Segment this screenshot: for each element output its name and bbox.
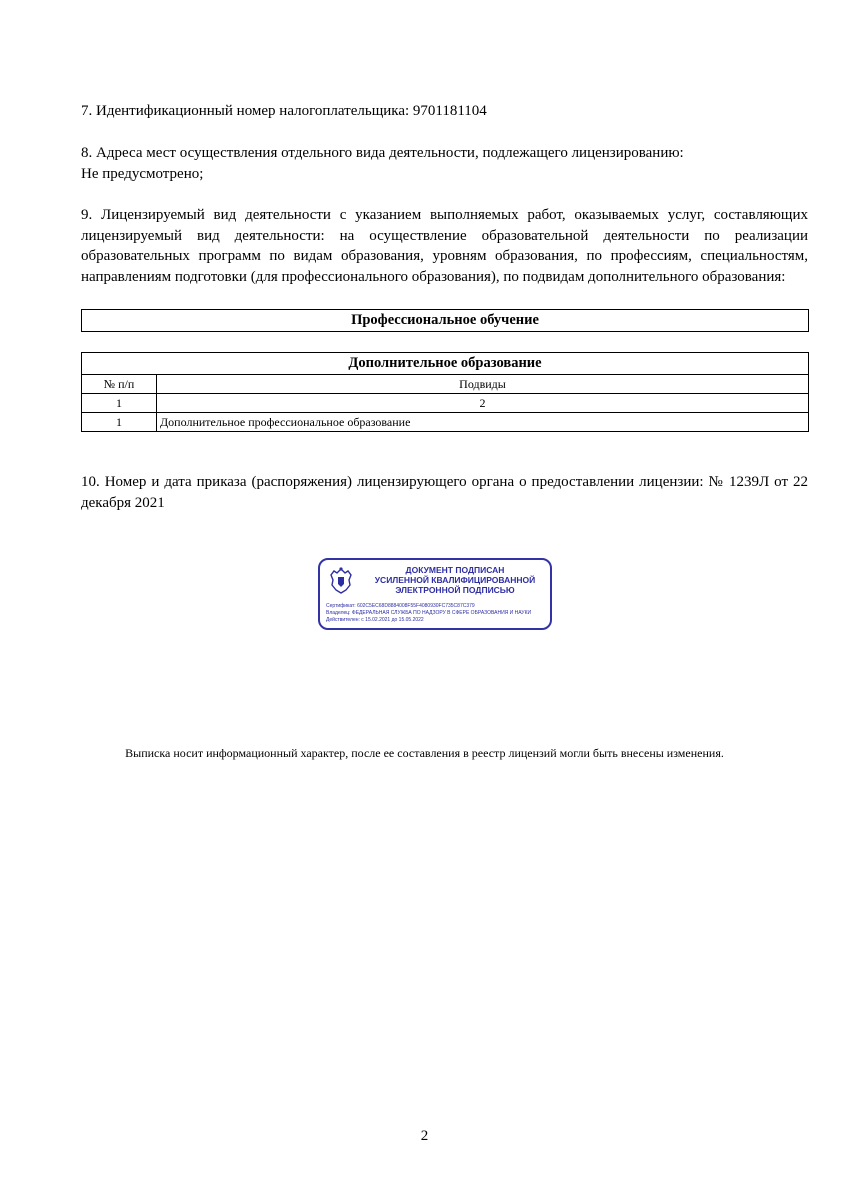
coat-of-arms-icon: [326, 566, 356, 596]
stamp-line-3: ЭЛЕКТРОННОЙ ПОДПИСЬЮ: [395, 585, 515, 595]
stamp-validity: Действителен: с 15.02.2021 до 15.05.2022: [326, 617, 424, 623]
table-header-row: [82, 375, 809, 394]
item-8-activity-addresses: [81, 143, 808, 184]
additional-education-title: Дополнительное образование: [82, 353, 809, 375]
table-cell: 1: [82, 394, 157, 413]
stamp-line-1: ДОКУМЕНТ ПОДПИСАН: [405, 565, 505, 575]
electronic-signature-stamp: [318, 558, 552, 630]
table-index-row: [82, 394, 809, 413]
footer-note: Выписка носит информационный характер, после ее составления в реестр лицензий могли быть внесены изменения.: [125, 746, 724, 760]
page-number: 2: [420, 1128, 429, 1144]
stamp-owner: Владелец: ФЕДЕРАЛЬНАЯ СЛУЖБА ПО НАДЗОРУ В СФЕРЕ ОБРАЗОВАНИЯ И НАУКИ: [326, 610, 532, 616]
professional-training-table: [81, 309, 809, 332]
stamp-heading: [360, 565, 550, 595]
column-header-number: № п/п: [82, 375, 157, 394]
item-10-order-number: 10. Номер и дата приказа (распоряжения) лицензирующего органа о предоставлении лицензии: № 1239Л от 22 декабря 2021: [81, 474, 808, 511]
item-8-label: 8. Адреса мест осуществления отдельного вида деятельности, подлежащего лицензированию:: [81, 145, 684, 161]
table-row: [82, 413, 809, 432]
column-header-subtypes: Подвиды: [157, 375, 809, 394]
table-cell: Дополнительное профессиональное образование: [157, 413, 809, 432]
professional-training-title: Профессиональное обучение: [82, 310, 809, 332]
table-cell: 2: [157, 394, 809, 413]
stamp-line-2: УСИЛЕННОЙ КВАЛИФИЦИРОВАННОЙ: [374, 575, 536, 585]
additional-education-table: [81, 352, 809, 432]
item-8-value: Не предусмотрено;: [81, 165, 204, 182]
table-cell: 1: [82, 413, 157, 432]
stamp-certificate: Сертификат: 602C5EC68D8884008F55F4080930FC735C87C379: [326, 603, 475, 609]
item-9-licensed-activity: 9. Лицензируемый вид деятельности с указанием выполняемых работ, оказываемых услуг, составляющих лицензируемый вид деятельности: на осуществление образовательной деятельности по реализации образовательных программ по видам образования, уровням образования, по профессиям, специальностям, направлениям подготовки (для профессионального образования), по подвидам дополнительного образования:: [81, 207, 808, 285]
item-7-tax-id: 7. Идентификационный номер налогоплательщика: 9701181104: [81, 103, 487, 119]
